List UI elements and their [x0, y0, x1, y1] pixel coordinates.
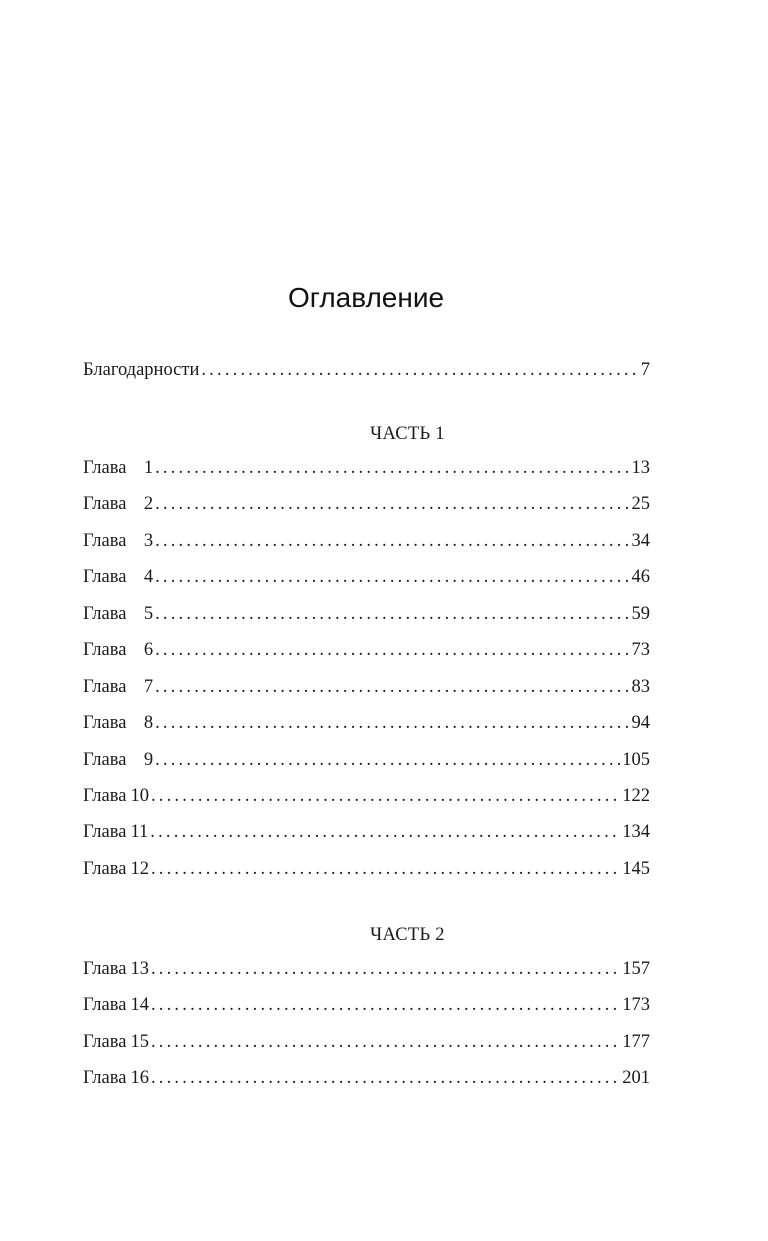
chapter-number: 12 [130, 859, 149, 879]
chapter-word: Глава [83, 822, 127, 842]
toc-leader-dots [155, 640, 629, 661]
toc-page-number: 94 [631, 713, 650, 733]
chapter-number: 16 [130, 1068, 149, 1088]
toc-page-number: 59 [631, 604, 650, 624]
chapter-number: 4 [143, 567, 154, 587]
toc-leader-dots [155, 531, 629, 552]
toc-entry-acknowledgements[interactable] [83, 360, 650, 386]
chapter-word: Глава [83, 1032, 127, 1052]
toc-entry-label: Благодарности [83, 360, 200, 380]
chapter-number: 9 [143, 750, 154, 770]
chapter-word: Глава [83, 458, 127, 478]
chapter-number: 1 [143, 458, 154, 478]
toc-entry-chapter-1[interactable] [83, 458, 650, 484]
toc-leader-dots [155, 567, 629, 588]
toc-entry-chapter-10[interactable] [83, 786, 650, 812]
toc-entry-chapter-7[interactable] [83, 677, 650, 703]
toc-page-number: 7 [640, 360, 650, 380]
chapter-word: Глава [83, 494, 127, 514]
toc-entry-chapter-11[interactable] [83, 822, 650, 848]
toc-page-number: 46 [631, 567, 650, 587]
toc-page-number: 157 [622, 959, 650, 979]
toc-leader-dots [155, 458, 629, 479]
chapter-number: 7 [143, 677, 154, 697]
chapter-word: Глава [83, 640, 127, 660]
chapter-number: 14 [130, 995, 149, 1015]
toc-entry-chapter-5[interactable] [83, 604, 650, 630]
toc-leader-dots [151, 1032, 620, 1053]
toc-entry-chapter-12[interactable] [83, 859, 650, 885]
chapter-word: Глава [83, 786, 127, 806]
chapter-number: 5 [143, 604, 154, 624]
chapter-word: Глава [83, 750, 127, 770]
toc-leader-dots [155, 713, 629, 734]
chapter-word: Глава [83, 604, 127, 624]
toc-page-number: 25 [631, 494, 650, 514]
toc-title: Оглавление [287, 282, 445, 313]
chapter-number: 10 [130, 786, 149, 806]
toc-entry-chapter-6[interactable] [83, 640, 650, 666]
toc-leader-dots [155, 750, 620, 771]
toc-page-number: 105 [622, 750, 650, 770]
toc-leader-dots [151, 1068, 620, 1089]
toc-leader-dots [201, 360, 638, 381]
toc-page-number: 73 [631, 640, 650, 660]
part-heading-2: ЧАСТЬ 2 [370, 925, 445, 945]
chapter-word: Глава [83, 713, 127, 733]
toc-leader-dots [150, 822, 620, 843]
toc-entry-chapter-15[interactable] [83, 1032, 650, 1058]
toc-leader-dots [151, 786, 620, 807]
toc-page-number: 13 [631, 458, 650, 478]
chapter-number: 6 [143, 640, 154, 660]
toc-leader-dots [151, 859, 620, 880]
toc-entry-chapter-9[interactable] [83, 750, 650, 776]
toc-entry-chapter-13[interactable] [83, 959, 650, 985]
toc-leader-dots [151, 959, 620, 980]
chapter-word: Глава [83, 531, 127, 551]
toc-leader-dots [151, 995, 620, 1016]
toc-entry-chapter-14[interactable] [83, 995, 650, 1021]
toc-page-number: 34 [631, 531, 650, 551]
chapter-word: Глава [83, 995, 127, 1015]
toc-entry-chapter-4[interactable] [83, 567, 650, 593]
part-heading-1: ЧАСТЬ 1 [370, 424, 445, 444]
chapter-word: Глава [83, 1068, 127, 1088]
toc-page-number: 134 [622, 822, 650, 842]
chapter-word: Глава [83, 677, 127, 697]
toc-leader-dots [155, 677, 629, 698]
chapter-number: 2 [143, 494, 154, 514]
toc-page-number: 145 [622, 859, 650, 879]
chapter-number: 3 [143, 531, 154, 551]
chapter-number: 11 [130, 822, 149, 842]
chapter-word: Глава [83, 859, 127, 879]
chapter-number: 15 [130, 1032, 149, 1052]
toc-entry-chapter-16[interactable] [83, 1068, 650, 1094]
toc-entry-chapter-2[interactable] [83, 494, 650, 520]
toc-entry-chapter-8[interactable] [83, 713, 650, 739]
toc-page-number: 177 [622, 1032, 650, 1052]
chapter-number: 13 [130, 959, 149, 979]
toc-page-number: 122 [622, 786, 650, 806]
toc-page-number: 83 [631, 677, 650, 697]
chapter-number: 8 [143, 713, 154, 733]
chapter-word: Глава [83, 959, 127, 979]
toc-leader-dots [155, 604, 629, 625]
toc-entry-chapter-3[interactable] [83, 531, 650, 557]
toc-leader-dots [155, 494, 629, 515]
toc-page-number: 201 [622, 1068, 650, 1088]
chapter-word: Глава [83, 567, 127, 587]
toc-page-number: 173 [622, 995, 650, 1015]
